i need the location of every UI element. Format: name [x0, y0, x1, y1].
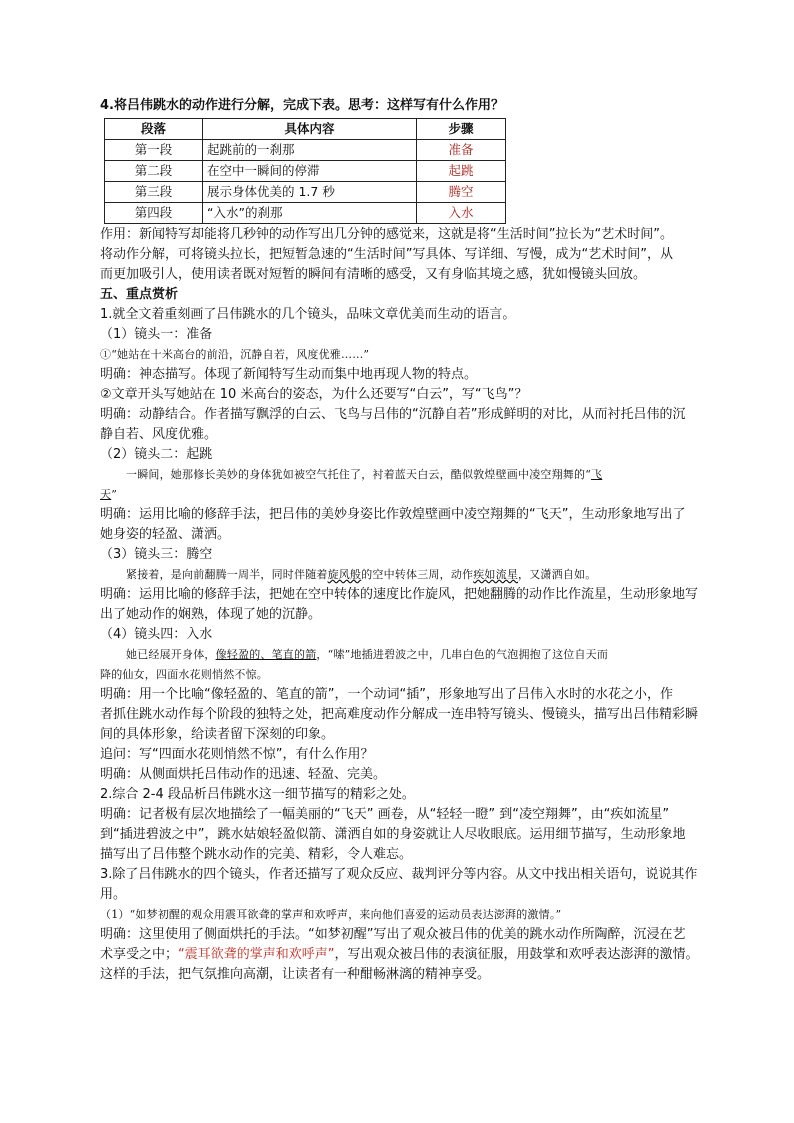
shot-2-quote-cont	[100, 485, 720, 505]
quote-underlined: 像轻盈的、笔直的箭	[215, 648, 317, 661]
shot-1-quote: ①“她站在十米高台的前沿，沉静自若，风度优雅……”	[100, 348, 370, 361]
answer-line: 明确：神态描写。体现了新闻特写生动而集中地再现人物的特点。	[100, 367, 478, 382]
table-header-row	[105, 119, 506, 140]
answer-line: 间的具体形象，给读者留下深刻的印象。	[100, 727, 335, 742]
quote-text: 她已经展开身体，	[126, 648, 216, 661]
quote-underlined: 飞	[591, 468, 603, 481]
table-cell-paragraph: 第三段	[105, 182, 203, 203]
answer-line: 明确：用一个比喻“像轻盈的、笔直的箭”，一个动词“插”，形象地写出了吕伟入水时的水花之小，作	[100, 687, 673, 702]
answer-line: 明确：从侧面烘托吕伟动作的迅速、轻盈、完美。	[100, 767, 387, 782]
question-1: 1.就全文着重刻画了吕伟跳水的几个镜头，品味文章优美而生动的语言。	[100, 307, 516, 322]
answer-line: 明确：运用比喻的修辞手法，把吕伟的美妙身姿比作敦煌壁画中凌空翔舞的“飞天”，生动形象地写出了	[100, 507, 686, 522]
document-page	[100, 96, 720, 985]
answer-text: ，写出观众被吕伟的表演征服，用鼓掌和欢呼表达澎湃的激情。	[334, 947, 699, 962]
shot-4-quote-cont: 降的仙女，四面水花则悄然不惊。	[100, 668, 268, 681]
action-breakdown-table	[104, 118, 506, 224]
answer-highlight: “震耳欲聋的掌声和欢呼声”	[178, 947, 335, 962]
shot-4-quote	[100, 645, 720, 665]
table-cell-content: 起跳前的一刹那	[203, 140, 417, 161]
quote-text: ，“嗦”地插进碧波之中，几串白色的气泡拥抱了这位自天而	[316, 648, 609, 661]
table-row	[105, 203, 506, 224]
table-cell-step: 准备	[417, 140, 506, 161]
quote-text: 的空中转体三周，动作	[361, 568, 474, 581]
answer-line: 静自若、风度优雅。	[100, 427, 218, 442]
quote-text: 一瞬间，她那修长美妙的身体犹如被空气托住了，衬着蓝天白云，酷似敦煌壁画中凌空翔舞的“	[126, 468, 592, 481]
table-cell-step: 入水	[417, 203, 506, 224]
question-4-title: 4.将吕伟跳水的动作进行分解，完成下表。思考：这样写有什么作用？	[100, 98, 504, 113]
answer-line: 明确：动静结合。作者描写飘浮的白云、飞鸟与吕伟的“沉静自若”形成鲜明的对比，从而衬托吕伟的沉	[100, 407, 686, 422]
table-cell-paragraph: 第四段	[105, 203, 203, 224]
effect-line: 将动作分解，可将镜头拉长，把短暂急速的“生活时间”写具体、写详细、写慢，成为“艺术时间”，从	[100, 247, 673, 262]
sub-question: ②文章开头写她站在 10 米高台的姿态，为什么还要写“白云”，写“飞鸟”？	[100, 387, 528, 402]
table-header-cell: 具体内容	[203, 119, 417, 140]
question-3-quote: （1）“如梦初醒的观众用震耳欲聋的掌声和欢呼声，来向他们喜爱的运动员表达澎湃的激情。”	[100, 908, 562, 921]
answer-line: 她身姿的轻盈、潇洒。	[100, 527, 231, 542]
section-heading: 五、重点赏析	[100, 287, 179, 302]
table-cell-content: “入水”的刹那	[203, 203, 417, 224]
shot-2-quote	[100, 465, 720, 485]
answer-line: 到“插进碧波之中”，跳水姑娘轻盈似箭、潇洒自如的身姿就让人尽收眼底。运用细节描写，生动形象地	[100, 827, 686, 842]
effect-line: 而更加吸引人，使用读者既对短暂的瞬间有清晰的感受，又有身临其境之感，犹如慢镜头回放。	[100, 267, 647, 282]
table-cell-content: 在空中一瞬间的停滞	[203, 161, 417, 182]
quote-underlined: 天	[100, 488, 112, 501]
answer-line: 明确：这里使用了侧面烘托的手法。“如梦初醒”写出了观众被吕伟的优美的跳水动作所陶醉，沉浸在艺	[100, 927, 686, 942]
shot-3-label: （3）镜头三：腾空	[100, 547, 213, 562]
table-cell-step: 起跳	[417, 161, 506, 182]
shot-3-quote	[100, 565, 720, 585]
effect-line: 作用：新闻特写却能将几秒钟的动作写出几分钟的感觉来，这就是将“生活时间”拉长为“艺术时间”。	[100, 227, 673, 242]
table-cell-paragraph: 第二段	[105, 161, 203, 182]
question-2: 2.综合 2-4 段品析吕伟跳水这一细节描写的精彩之处。	[100, 787, 415, 802]
answer-line: 这样的手法，把气氛推向高潮，让读者有一种酣畅淋漓的精神享受。	[100, 967, 491, 982]
answer-line: 明确：运用比喻的修辞手法，把她在空中转体的速度比作旋风，把她翻腾的动作比作流星，生动形象地写	[100, 587, 699, 602]
quote-underlined: 疾如流星	[473, 568, 519, 581]
answer-line: 描写出了吕伟整个跳水动作的完美、精彩，令人难忘。	[100, 847, 413, 862]
question-3: 3.除了吕伟跳水的四个镜头，作者还描写了观众反应、裁判评分等内容。从文中找出相关语句，说说其作	[100, 867, 698, 882]
quote-text: 紧接着，是向前翻腾一周半，同时伴随着	[126, 568, 328, 581]
shot-1-label: （1）镜头一：准备	[100, 327, 213, 342]
quote-text: ”	[111, 488, 118, 501]
table-cell-step: 腾空	[417, 182, 506, 203]
question-3-cont: 用。	[100, 887, 127, 902]
table-cell-content: 展示身体优美的 1.7 秒	[203, 182, 417, 203]
answer-line: 者抓住跳水动作每个阶段的独特之处，把高难度动作分解成一连串特写镜头、慢镜头，描写出吕伟精彩瞬	[100, 707, 699, 722]
answer-line	[100, 945, 720, 965]
table-cell-paragraph: 第一段	[105, 140, 203, 161]
table-header-cell: 段落	[105, 119, 203, 140]
shot-4-label: （4）镜头四：入水	[100, 627, 213, 642]
shot-2-label: （2）镜头二：起跳	[100, 447, 213, 462]
followup-question: 追问：写“四面水花则悄然不惊”，有什么作用？	[100, 747, 374, 762]
table-header-cell: 步骤	[417, 119, 506, 140]
answer-text: 术享受之中；	[100, 947, 179, 962]
quote-text: ，又潇洒自如。	[518, 568, 597, 581]
quote-underlined: 旋风般	[327, 568, 362, 581]
table-row	[105, 140, 506, 161]
table-row	[105, 182, 506, 203]
answer-line: 明确：记者极有层次地描绘了一幅美丽的“飞天” 画卷，从“轻轻一瞪” 到“凌空翔舞”，由“疾如流星”	[100, 807, 670, 822]
answer-line: 出了她动作的娴熟，体现了她的沉静。	[100, 607, 322, 622]
table-row	[105, 161, 506, 182]
